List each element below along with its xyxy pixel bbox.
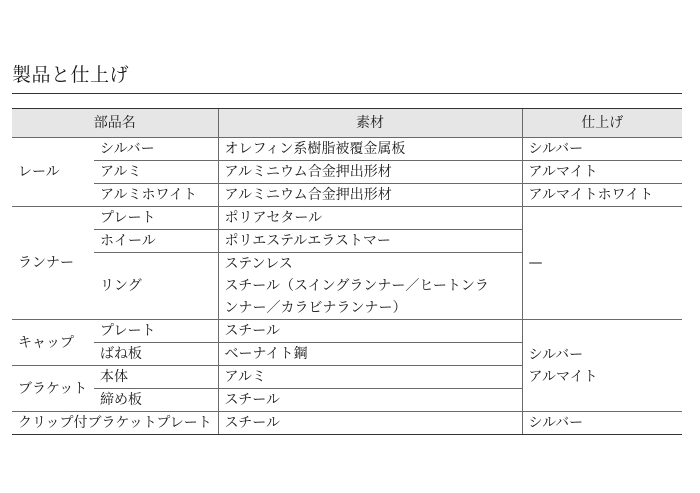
sub-part: 締め板 — [94, 389, 218, 412]
sub-part: プレート — [94, 207, 218, 230]
material-cell: アルミ — [218, 366, 522, 389]
header-material: 素材 — [218, 109, 522, 138]
material-cell: スチール — [218, 320, 522, 343]
sub-part: アルミ — [94, 161, 218, 184]
group-cap: キャップ — [12, 320, 94, 366]
finish-cell: アルマイト — [522, 161, 682, 184]
material-cell: アルミニウム合金押出形材 — [218, 161, 522, 184]
material-line: ンナー／カラビナランナー） — [224, 300, 407, 316]
header-finish: 仕上げ — [522, 109, 682, 138]
table-row — [12, 412, 682, 435]
table-row — [12, 138, 682, 161]
section-title: 製品と仕上げ — [12, 64, 130, 86]
material-line: ステンレス — [224, 256, 293, 272]
table-row — [12, 320, 682, 343]
sub-part: ばね板 — [94, 343, 218, 366]
sub-part: ホイール — [94, 230, 218, 253]
group-rail: レール — [12, 138, 94, 207]
table-row — [12, 184, 682, 207]
table-header-row — [12, 109, 682, 138]
material-cell: ベーナイト鋼 — [218, 343, 522, 366]
table-row — [12, 207, 682, 230]
clip-bracket-plate-part: クリップ付ブラケットプレート — [12, 412, 218, 435]
material-cell: オレフィン系樹脂被覆金属板 — [218, 138, 522, 161]
header-parts: 部品名 — [12, 109, 218, 138]
cap-bracket-finish-cell — [522, 320, 682, 412]
sub-part: アルミホワイト — [94, 184, 218, 207]
finish-line: シルバー — [528, 346, 584, 363]
products-finish-table — [12, 108, 682, 435]
sub-part: リング — [94, 253, 218, 320]
title-divider — [12, 93, 682, 94]
material-cell: アルミニウム合金押出形材 — [218, 184, 522, 207]
table-row — [12, 161, 682, 184]
finish-line: アルマイト — [528, 368, 598, 385]
sub-part: プレート — [94, 320, 218, 343]
runner-finish-cell: — — [522, 207, 682, 320]
material-line: スチール（スイングランナー／ヒートンラ — [224, 278, 489, 294]
group-bracket: ブラケット — [12, 366, 94, 412]
sub-part: シルバー — [94, 138, 218, 161]
material-cell: ポリエステルエラストマー — [218, 230, 522, 253]
finish-cell: シルバー — [522, 138, 682, 161]
finish-cell: シルバー — [522, 412, 682, 435]
group-runner: ランナー — [12, 207, 94, 320]
material-cell: スチール — [218, 389, 522, 412]
sub-part: 本体 — [94, 366, 218, 389]
finish-cell: アルマイトホワイト — [522, 184, 682, 207]
material-cell: スチール — [218, 412, 522, 435]
material-cell-multiline — [218, 253, 522, 320]
material-cell: ポリアセタール — [218, 207, 522, 230]
